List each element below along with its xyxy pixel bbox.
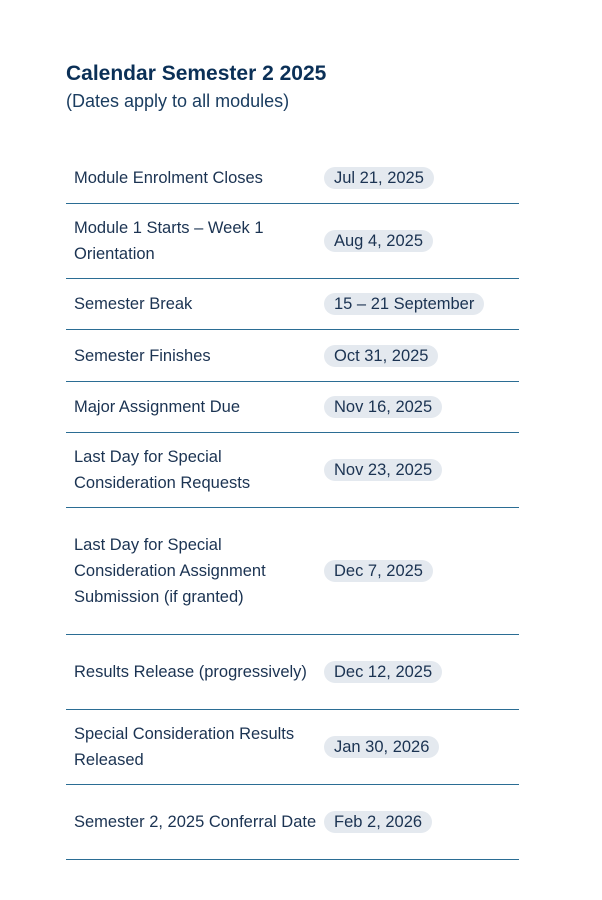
row-label: Major Assignment Due (74, 398, 240, 416)
table-row (66, 785, 519, 860)
date-badge: 15 – 21 September (324, 293, 484, 315)
table-row (66, 635, 519, 710)
page-subtitle: (Dates apply to all modules) (66, 91, 290, 111)
row-label: Special Consideration Results Released (74, 725, 295, 769)
row-label: Semester Finishes (74, 346, 211, 365)
table-row (66, 279, 519, 330)
table-row (66, 330, 519, 382)
table-row (66, 433, 519, 508)
dates-table (66, 152, 519, 860)
date-badge: Dec 12, 2025 (324, 661, 442, 683)
date-badge: Nov 16, 2025 (324, 396, 442, 418)
row-label: Last Day for Special Consideration Requests (74, 448, 251, 492)
date-badge: Jul 21, 2025 (324, 167, 434, 189)
table-row (66, 152, 519, 204)
row-label: Semester Break (74, 295, 193, 313)
row-label: Last Day for Special Consideration Assignment Submission (if granted) (74, 536, 266, 606)
date-badge: Aug 4, 2025 (324, 230, 433, 252)
date-badge: Jan 30, 2026 (324, 736, 439, 758)
date-badge: Dec 7, 2025 (324, 560, 433, 582)
row-label: Results Release (progressively) (74, 663, 307, 681)
row-label: Semester 2, 2025 Conferral Date (74, 813, 317, 831)
table-row (66, 710, 519, 785)
date-badge: Feb 2, 2026 (324, 811, 432, 833)
table-row (66, 382, 519, 433)
table-row (66, 204, 519, 279)
table-row (66, 508, 519, 635)
date-badge: Nov 23, 2025 (324, 459, 442, 481)
page-title: Calendar Semester 2 2025 (66, 62, 327, 85)
row-label: Module Enrolment Closes (74, 168, 263, 187)
date-badge: Oct 31, 2025 (324, 345, 438, 367)
row-label: Module 1 Starts – Week 1 Orientation (74, 219, 264, 263)
